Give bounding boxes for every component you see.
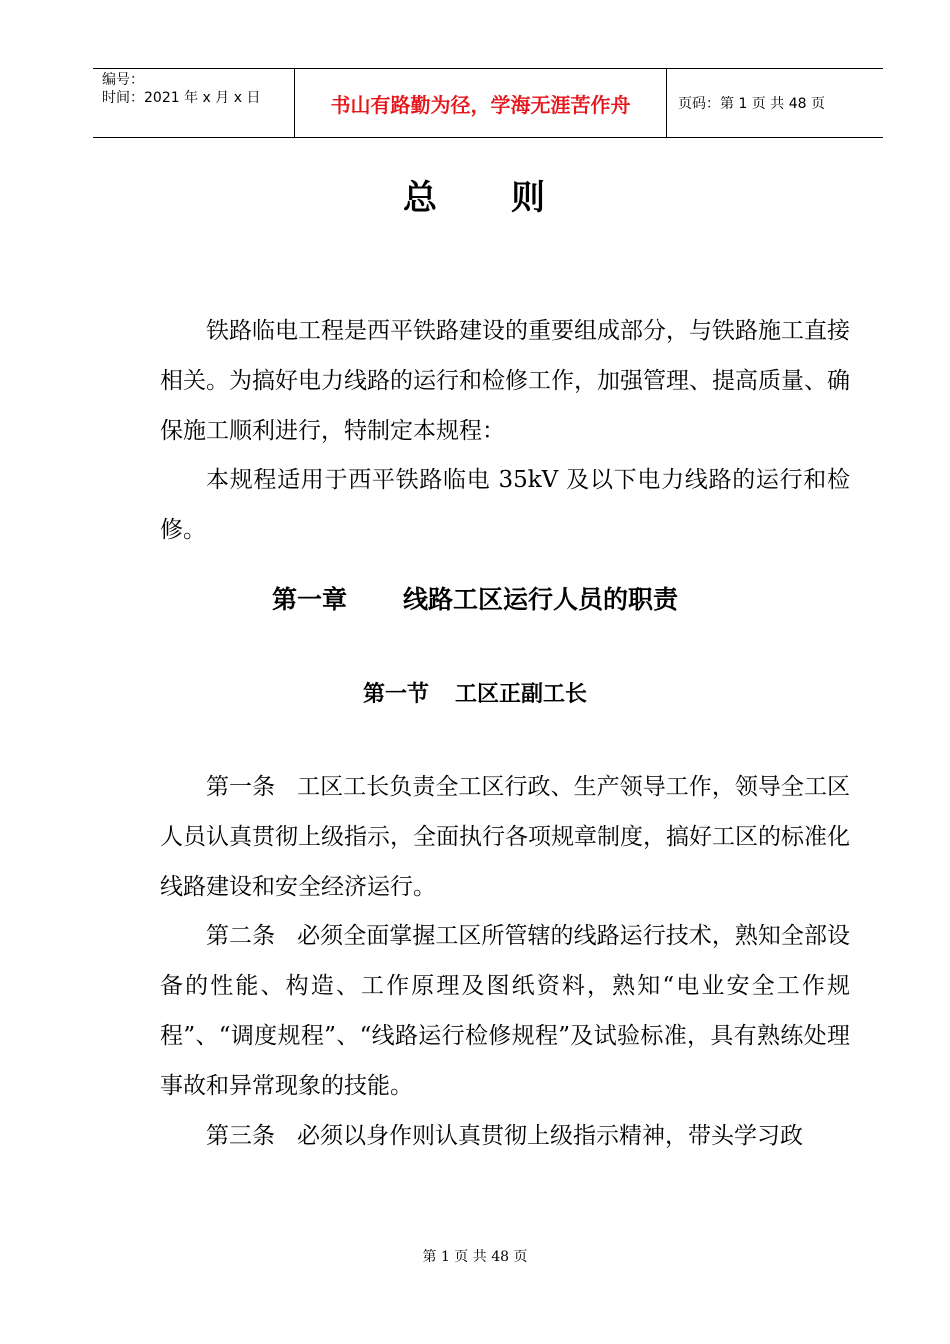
chapter-number: 第一章 bbox=[271, 585, 347, 614]
section-heading bbox=[0, 677, 950, 708]
article-text: 必须以身作则认真贯彻上级指示精神，带头学习政 bbox=[297, 1123, 803, 1149]
section-number: 第一节 bbox=[362, 682, 429, 707]
chapter-heading bbox=[0, 580, 950, 616]
header-page-info: 页码：第 1 页 共 48 页 bbox=[678, 96, 825, 112]
article-paragraph bbox=[160, 911, 850, 1111]
page-title-char-1: 总 bbox=[403, 178, 439, 218]
section-name: 工区正副工长 bbox=[455, 682, 588, 707]
document-time-label: 时间：2021 年 x 月 x 日 bbox=[102, 90, 261, 106]
page-title bbox=[0, 170, 950, 219]
article-label: 第二条 bbox=[206, 923, 276, 949]
article-paragraph bbox=[160, 1111, 850, 1161]
header-motto: 书山有路勤为径，学海无涯苦作舟 bbox=[295, 69, 667, 137]
chapter-name: 线路工区运行人员的职责 bbox=[403, 585, 679, 614]
document-number-label: 编号： bbox=[102, 72, 144, 88]
intro-paragraph-1: 铁路临电工程是西平铁路建设的重要组成部分，与铁路施工直接相关。为搞好电力线路的运行和检修工作，加强管理、提高质量、确保施工顺利进行，特制定本规程： bbox=[160, 318, 850, 444]
header-meta-cell bbox=[93, 69, 295, 137]
article-text: 必须全面掌握工区所管辖的线路运行技术，熟知全部设备的性能、构造、工作原理及图纸资料，熟知“电业安全工作规程”、“调度规程”、“线路运行检修规程”及试验标准，具有熟练处理事故和异常现象的技能。 bbox=[160, 923, 851, 1099]
page-footer: 第 1 页 共 48 页 bbox=[422, 1249, 528, 1265]
article-text: 工区工长负责全工区行政、生产领导工作，领导全工区人员认真贯彻上级指示，全面执行各项规章制度，搞好工区的标准化线路建设和安全经济运行。 bbox=[160, 774, 851, 900]
intro-paragraph-2: 本规程适用于西平铁路临电 35kV 及以下电力线路的运行和检修。 bbox=[160, 467, 850, 543]
header-table bbox=[93, 68, 883, 138]
article-label: 第三条 bbox=[206, 1123, 275, 1149]
article-label: 第一条 bbox=[206, 774, 276, 800]
page-title-char-2: 则 bbox=[511, 178, 547, 218]
article-paragraph bbox=[160, 762, 850, 912]
